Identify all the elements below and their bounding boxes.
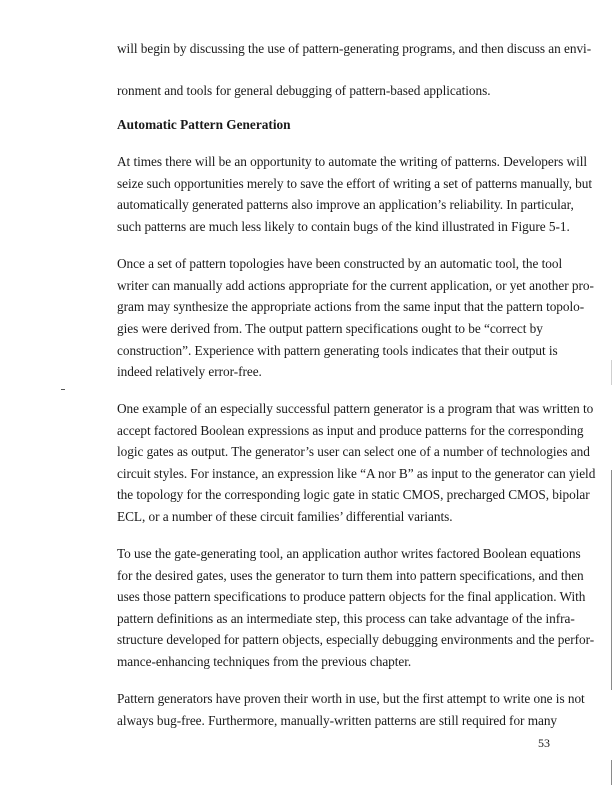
paragraph-line: always bug-free. Furthermore, manually-written patterns are still required for many	[117, 713, 558, 728]
intro-line: will begin by discussing the use of pattern-generating programs, and then discuss an envi-	[117, 41, 592, 56]
paragraph-line: One example of an especially successful pattern generator is a program that was written to	[117, 401, 594, 416]
paragraph-line: for the desired gates, uses the generator to turn them into pattern specifications, and then	[117, 568, 584, 583]
page-number: 53	[538, 736, 550, 750]
paragraph-line: writer can manually add actions appropriate for the current application, or yet another pro-	[117, 278, 594, 293]
paragraph-line: gram may synthesize the appropriate actions from the same input that the pattern topolo-	[117, 299, 585, 314]
intro-line: ronment and tools for general debugging of pattern-based applications.	[117, 83, 491, 98]
paragraph-line: logic gates as output. The generator’s user can select one of a number of technologies and	[117, 444, 590, 459]
paragraph-line: such patterns are much less likely to contain bugs of the kind illustrated in Figure 5-1.	[117, 219, 570, 234]
scan-mark	[61, 389, 65, 390]
paragraph-line: uses those pattern specifications to produce pattern objects for the final application. With	[117, 589, 586, 604]
paragraph-line: circuit styles. For instance, an expression like “A nor B” as input to the generator can yield	[117, 466, 596, 481]
paragraph-line: Once a set of pattern topologies have been constructed by an automatic tool, the tool	[117, 256, 563, 271]
paragraph-line: Pattern generators have proven their worth in use, but the first attempt to write one is not	[117, 691, 585, 706]
paragraph-line: accept factored Boolean expressions as input and produce patterns for the corresponding	[117, 423, 584, 438]
paragraph-line: ECL, or a number of these circuit families’ differential variants.	[117, 509, 453, 524]
paragraph-line: gies were derived from. The output pattern specifications ought to be “correct by	[117, 321, 543, 336]
paragraph-line: At times there will be an opportunity to automate the writing of patterns. Developers will	[117, 154, 588, 169]
paragraph-line: pattern definitions as an intermediate step, this process can take advantage of the infra-	[117, 611, 575, 626]
paragraph-line: indeed relatively error-free.	[117, 364, 262, 379]
paragraph-line: structure developed for pattern objects, especially debugging environments and the perfor-	[117, 632, 595, 647]
paragraph-line: construction”. Experience with pattern generating tools indicates that their output is	[117, 343, 558, 358]
section-heading: Automatic Pattern Generation	[117, 117, 291, 132]
paragraph-line: To use the gate-generating tool, an application author writes factored Boolean equations	[117, 546, 581, 561]
paragraph-line: the topology for the corresponding logic gate in static CMOS, precharged CMOS, bipolar	[117, 487, 590, 502]
paragraph-line: mance-enhancing techniques from the previous chapter.	[117, 654, 412, 669]
paragraph-line: seize such opportunities merely to save the effort of writing a set of patterns manually, but	[117, 176, 593, 191]
paragraph-line: automatically generated patterns also improve an application’s reliability. In particular,	[117, 197, 574, 212]
